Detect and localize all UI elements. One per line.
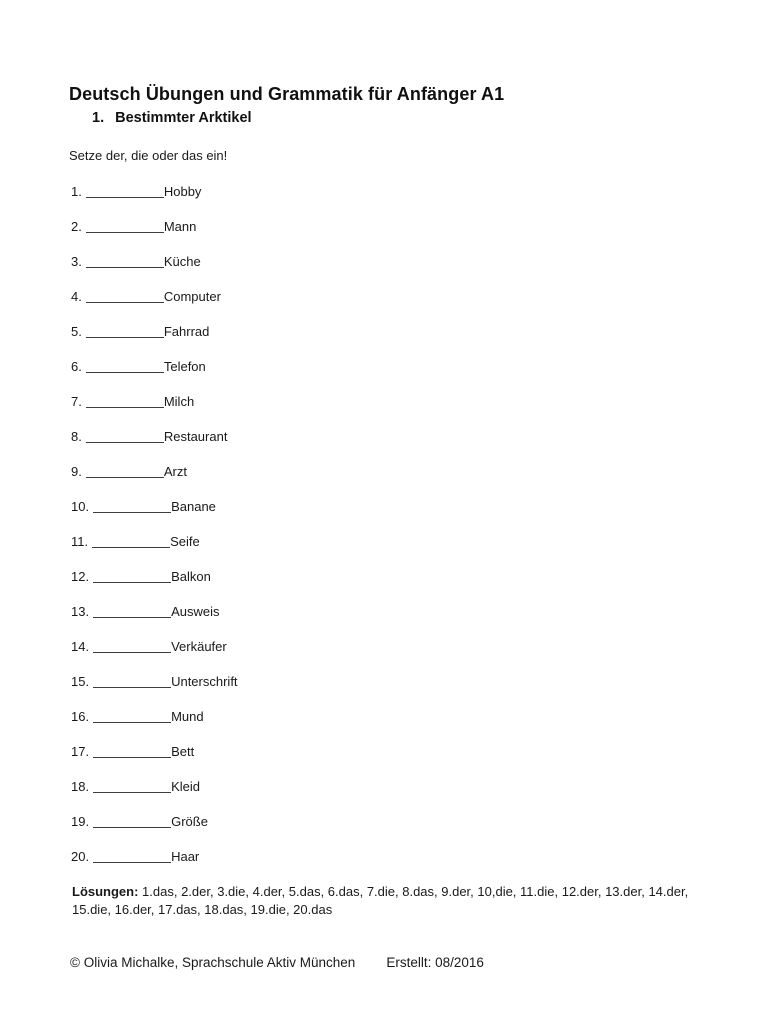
item-word: Größe bbox=[171, 814, 208, 829]
list-item bbox=[69, 533, 700, 547]
item-word: Telefon bbox=[163, 359, 206, 374]
item-word: Arzt bbox=[163, 464, 187, 479]
answer-blank bbox=[86, 220, 164, 233]
page-footer bbox=[70, 955, 700, 971]
section-number: 1. bbox=[92, 110, 105, 126]
item-number: 5. bbox=[71, 324, 82, 339]
item-word: Haar bbox=[171, 849, 200, 864]
solutions-paragraph bbox=[72, 883, 700, 919]
item-word: Restaurant bbox=[163, 429, 228, 444]
list-item bbox=[69, 218, 700, 232]
item-number: 7. bbox=[71, 394, 82, 409]
answer-blank bbox=[93, 675, 171, 688]
item-number: 17. bbox=[71, 744, 90, 759]
answer-blank bbox=[93, 500, 171, 513]
answer-blank bbox=[86, 325, 164, 338]
item-number: 4. bbox=[71, 289, 82, 304]
item-number: 16. bbox=[71, 709, 90, 724]
answer-blank bbox=[93, 570, 171, 583]
item-number: 3. bbox=[71, 254, 82, 269]
list-item bbox=[69, 323, 700, 337]
item-number: 13. bbox=[71, 604, 90, 619]
answer-blank bbox=[93, 605, 171, 618]
exercise-list bbox=[69, 183, 700, 862]
answer-blank bbox=[86, 395, 164, 408]
item-number: 18. bbox=[71, 779, 90, 794]
item-number: 6. bbox=[71, 359, 82, 374]
list-item bbox=[69, 813, 700, 827]
item-number: 20. bbox=[71, 849, 90, 864]
instruction-text: Setze der, die oder das ein! bbox=[69, 148, 228, 163]
item-word: Fahrrad bbox=[163, 324, 210, 339]
list-item bbox=[69, 253, 700, 267]
item-number: 15. bbox=[71, 674, 90, 689]
item-word: Banane bbox=[171, 499, 216, 514]
item-number: 1. bbox=[71, 184, 82, 199]
list-item bbox=[69, 393, 700, 407]
item-word: Hobby bbox=[163, 184, 202, 199]
item-number: 11. bbox=[71, 534, 89, 549]
created-text: Erstellt: 08/2016 bbox=[386, 955, 484, 970]
item-number: 2. bbox=[71, 219, 82, 234]
page-title: Deutsch Übungen und Grammatik für Anfänger A1 bbox=[69, 84, 505, 104]
list-item bbox=[69, 743, 700, 757]
list-item bbox=[69, 638, 700, 652]
item-number: 12. bbox=[71, 569, 90, 584]
answer-blank bbox=[86, 290, 164, 303]
answer-blank bbox=[93, 710, 171, 723]
answer-blank bbox=[92, 535, 170, 548]
section-title: Bestimmter Arktikel bbox=[115, 110, 252, 126]
list-item bbox=[69, 288, 700, 302]
list-item bbox=[69, 778, 700, 792]
list-item bbox=[69, 498, 700, 512]
item-word: Unterschrift bbox=[171, 674, 238, 689]
copyright-text: © Olivia Michalke, Sprachschule Aktiv München bbox=[70, 955, 356, 970]
list-item bbox=[69, 428, 700, 442]
item-word: Ausweis bbox=[171, 604, 220, 619]
list-item bbox=[69, 183, 700, 197]
item-word: Bett bbox=[171, 744, 195, 759]
answer-blank bbox=[86, 465, 164, 478]
item-number: 8. bbox=[71, 429, 82, 444]
list-item bbox=[69, 848, 700, 862]
list-item bbox=[69, 708, 700, 722]
list-item bbox=[69, 358, 700, 372]
item-word: Küche bbox=[163, 254, 201, 269]
solutions-text: 1.das, 2.der, 3.die, 4.der, 5.das, 6.das, 7.die, 8.das, 9.der, 10,die, 11.die, 12.der, 13.der, 14.der, 15.die, 16.der, 17.das, 18.das, 19.die, 20.das bbox=[72, 884, 689, 917]
item-number: 19. bbox=[71, 814, 90, 829]
list-item bbox=[69, 568, 700, 582]
answer-blank bbox=[86, 185, 164, 198]
item-word: Kleid bbox=[171, 779, 200, 794]
item-number: 10. bbox=[71, 499, 90, 514]
solutions-label: Lösungen: bbox=[72, 884, 139, 899]
item-word: Milch bbox=[163, 394, 195, 409]
answer-blank bbox=[93, 745, 171, 758]
section-heading bbox=[69, 109, 700, 127]
item-word: Seife bbox=[170, 534, 200, 549]
answer-blank bbox=[86, 430, 164, 443]
answer-blank bbox=[93, 815, 171, 828]
item-number: 9. bbox=[71, 464, 82, 479]
answer-blank bbox=[93, 640, 171, 653]
list-item bbox=[69, 603, 700, 617]
list-item bbox=[69, 673, 700, 687]
item-word: Mann bbox=[163, 219, 197, 234]
item-word: Mund bbox=[171, 709, 204, 724]
item-word: Computer bbox=[163, 289, 221, 304]
answer-blank bbox=[93, 780, 171, 793]
item-number: 14. bbox=[71, 639, 90, 654]
list-item bbox=[69, 463, 700, 477]
item-word: Balkon bbox=[171, 569, 211, 584]
answer-blank bbox=[93, 850, 171, 863]
answer-blank bbox=[86, 360, 164, 373]
answer-blank bbox=[86, 255, 164, 268]
item-word: Verkäufer bbox=[171, 639, 227, 654]
